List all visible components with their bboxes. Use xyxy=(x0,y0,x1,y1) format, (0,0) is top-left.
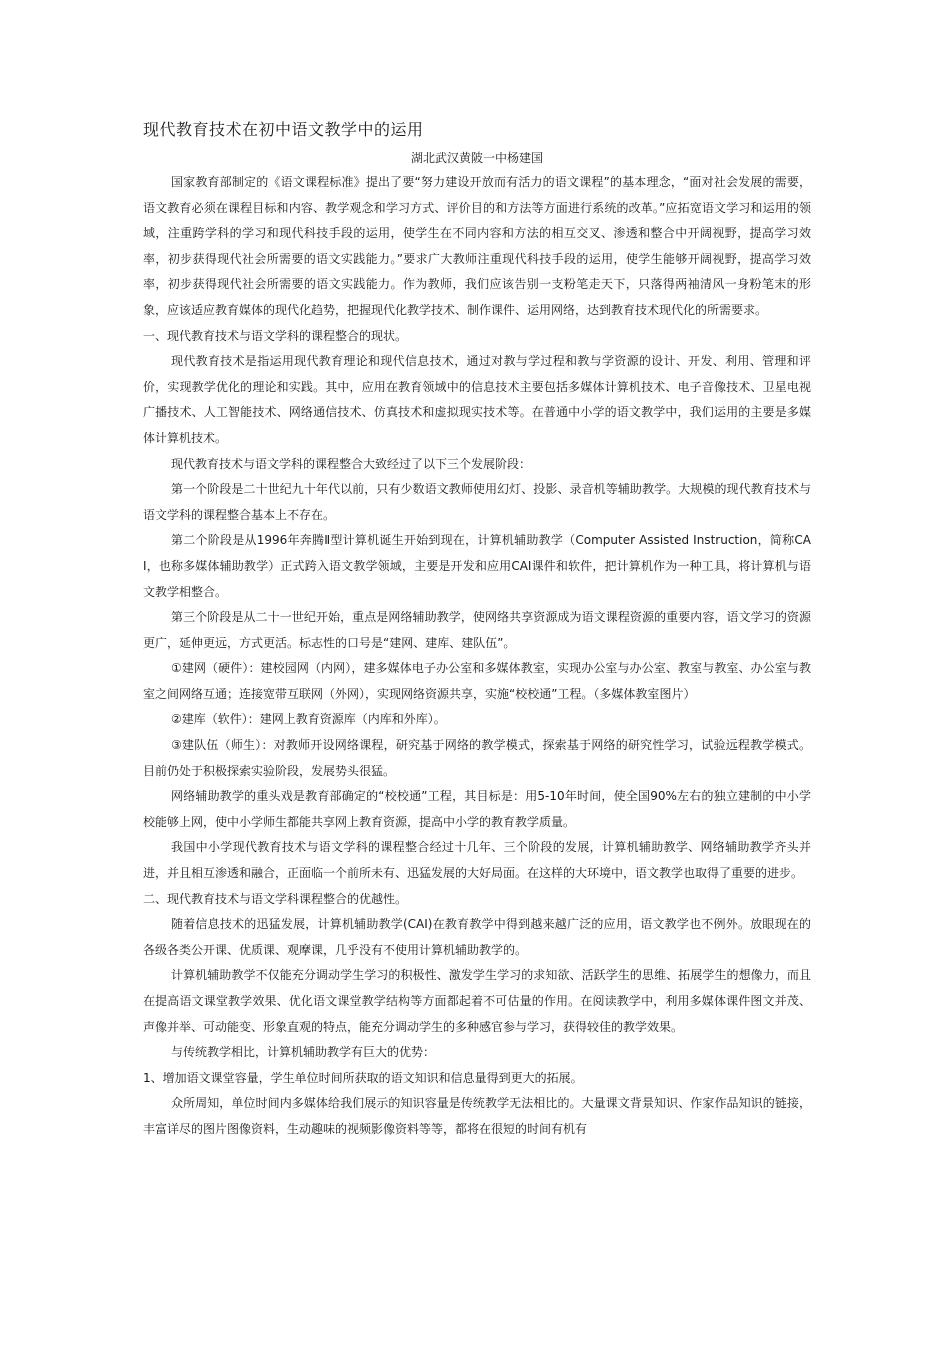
section-2-heading: 二、现代教育技术与语文学科课程整合的优越性。 xyxy=(143,891,408,906)
document-author: 湖北武汉黄陂一中杨建国 xyxy=(410,151,543,165)
section-1-heading: 一、现代教育技术与语文学科的课程整合的现状。 xyxy=(143,328,408,343)
section-2-paragraph: 计算机辅助教学不仅能充分调动学生学习的积极性、激发学生学习的求知欲、活跃学生的思维、拓展学生的想像力，而且在提高语文课堂教学效果、优化语文课堂教学结构等方面都起着不可估量的作用。在阅读教学中，利用多媒体课件图文并茂、声像并举、可动能变、形象直观的特点，能充分调动学生的多种感官参与学习，获得较佳的教学效果。 xyxy=(143,968,811,1034)
point-1-heading: 1、增加语文课堂容量，学生单位时间所获取的语文知识和信息量得到更大的拓展。 xyxy=(143,1070,583,1085)
section-1-paragraph: ①建网（硬件）：建校园网（内网），建多媒体电子办公室和多媒体教室，实现办公室与办公室、教室与教室、办公室与教室之间网络互通；连接宽带互联网（外网），实现网络资源共享，实施“校校通”工程。（多媒体教室图片） xyxy=(143,661,811,701)
section-1-paragraph: 第二个阶段是从1996年奔腾Ⅱ型计算机诞生开始到现在，计算机辅助教学（Computer Assisted Instruction，简称CAI，也称多媒体辅助教学）正式跨入语文教学领域，主要是开发和应用CAI课件和软件，把计算机作为一种工具，将计算机与语文教学相整合。 xyxy=(143,533,811,599)
section-1-paragraph: ③建队伍（师生）：对教师开设网络课程，研究基于网络的教学模式，探索基于网络的研究性学习，试验远程教学模式。目前仍处于积极探索实验阶段，发展势头很猛。 xyxy=(143,738,811,778)
section-1-paragraph: 第一个阶段是二十世纪九十年代以前，只有少数语文教师使用幻灯、投影、录音机等辅助教学。大规模的现代教育技术与语文学科的课程整合基本上不存在。 xyxy=(143,482,811,522)
document-body xyxy=(143,118,811,1143)
point-1-paragraph: 众所周知，单位时间内多媒体给我们展示的知识容量是传统教学无法相比的。大量课文背景知识、作家作品知识的链接，丰富详尽的图片图像资料，生动趣味的视频影像资料等等，都将在很短的时间有机有 xyxy=(143,1096,811,1136)
section-1-paragraph: 第三个阶段是从二十一世纪开始，重点是网络辅助教学，使网络共享资源成为语文课程资源的重要内容，语文学习的资源更广，延伸更远，方式更活。标志性的口号是“建网、建库、建队伍”。 xyxy=(143,610,811,650)
intro-paragraph: 国家教育部制定的《语文课程标准》提出了要“努力建设开放而有活力的语文课程”的基本理念，“面对社会发展的需要，语文教育必须在课程目标和内容、教学观念和学习方式、评价目的和方法等方面进行系统的改革。”应拓宽语文学习和运用的领域，注重跨学科的学习和现代科技手段的运用，使学生在不同内容和方法的相互交叉、渗透和整合中开阔视野，提高学习效率，初步获得现代社会所需要的语文实践能力。”要求广大教师注重现代科技手段的运用，使学生能够开阔视野，提高学习效率，初步获得现代社会所需要的语文实践能力。作为教师，我们应该告别一支粉笔走天下，只落得两袖清风一身粉笔末的形象，应该适应教育媒体的现代化趋势，把握现代化教学技术、制作课件、运用网络，达到教育技术现代化的所需要求。 xyxy=(143,175,811,317)
section-1-paragraph: 现代教育技术与语文学科的课程整合大致经过了以下三个发展阶段： xyxy=(171,456,532,471)
section-1-paragraph: ②建库（软件）：建网上教育资源库（内库和外库）。 xyxy=(171,712,446,727)
section-1-paragraph: 网络辅助教学的重头戏是教育部确定的“校校通”工程，其目标是：用5-10年时间，使全国90%左右的独立建制的中小学校能够上网，使中小学师生都能共享网上教育资源，提高中小学的教育教学质量。 xyxy=(143,789,811,829)
section-1-paragraph: 现代教育技术是指运用现代教育理论和现代信息技术，通过对教与学过程和教与学资源的设计、开发、利用、管理和评价，实现教学优化的理论和实践。其中，应用在教育领域中的信息技术主要包括多媒体计算机技术、电子音像技术、卫星电视广播技术、人工智能技术、网络通信技术、仿真技术和虚拟现实技术等。在普通中小学的语文教学中，我们运用的主要是多媒体计算机技术。 xyxy=(143,354,811,445)
document-title: 现代教育技术在初中语文教学中的运用 xyxy=(143,120,424,139)
section-2-paragraph: 与传统教学相比，计算机辅助教学有巨大的优势： xyxy=(171,1045,436,1060)
section-2-paragraph: 随着信息技术的迅猛发展，计算机辅助教学(CAI)在教育教学中得到越来越广泛的应用，语文教学也不例外。放眼现在的各级各类公开课、优质课、观摩课，几乎没有不使用计算机辅助教学的。 xyxy=(143,917,811,957)
section-1-paragraph: 我国中小学现代教育技术与语文学科的课程整合经过十几年、三个阶段的发展，计算机辅助教学、网络辅助教学齐头并进，并且相互渗透和融合，正面临一个前所未有、迅猛发展的大好局面。在这样的大环境中，语文教学也取得了重要的进步。 xyxy=(143,840,811,881)
